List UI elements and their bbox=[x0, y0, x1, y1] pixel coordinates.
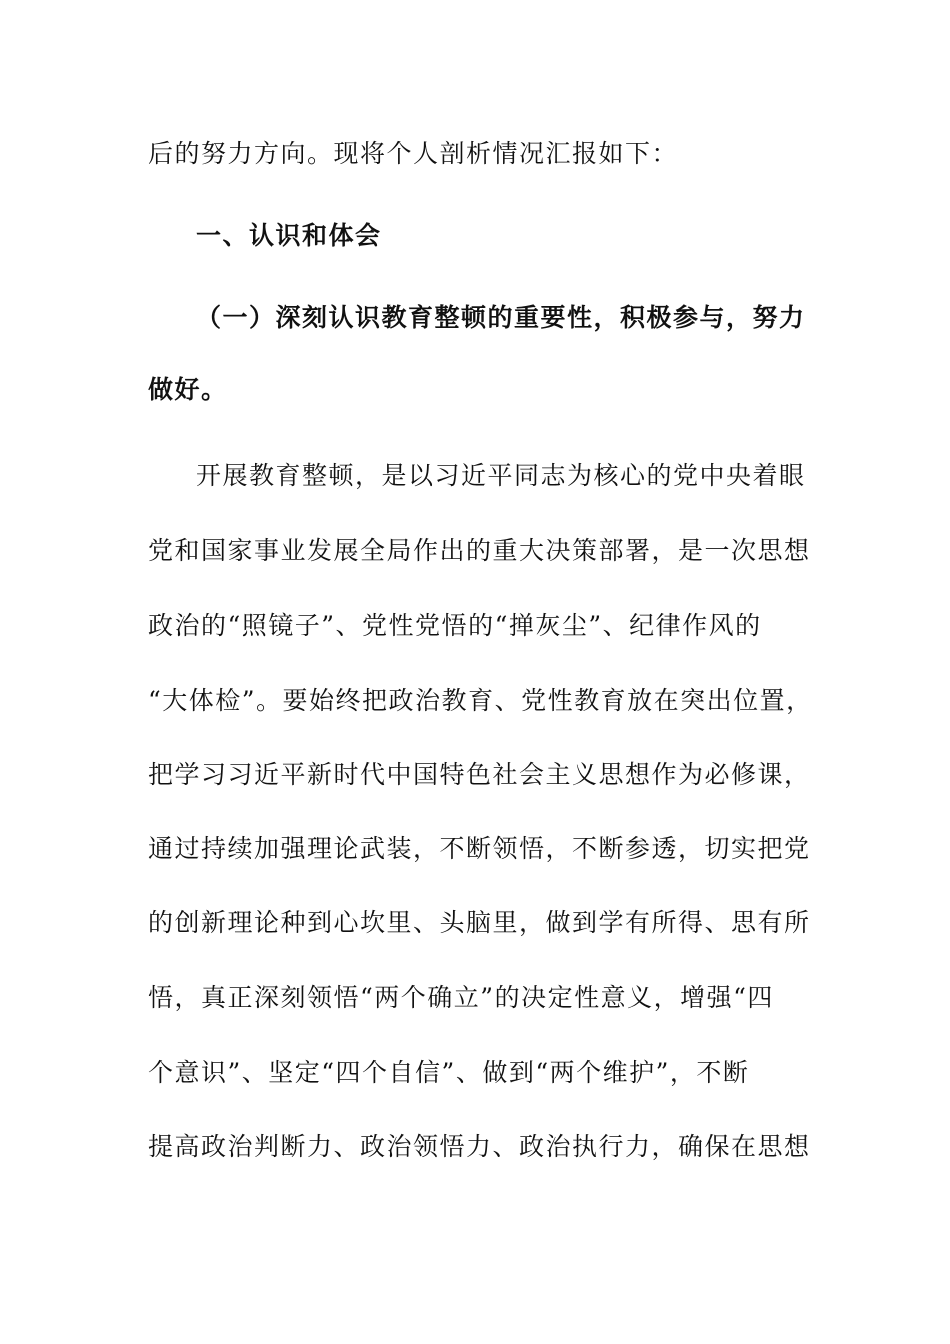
paragraph-line: 的创新理论种到心坎里、头脑里，做到学有所得、思有所 bbox=[148, 908, 811, 937]
paragraph-line: 把学习习近平新时代中国特色社会主义思想作为必修课， bbox=[148, 760, 811, 789]
paragraph-line: 悟，真正深刻领悟“两个确立”的决定性意义，增强“四 bbox=[148, 983, 774, 1012]
paragraph-line: 个意识”、坚定“四个自信”、做到“两个维护”，不断 bbox=[148, 1058, 750, 1087]
paragraph-line: 政治的“照镜子”、党性党悟的“掸灰尘”、纪律作风的 bbox=[148, 611, 762, 640]
intro-tail-line: 后的努力方向。现将个人剖析情况汇报如下： bbox=[148, 139, 679, 168]
section-heading: 一、认识和体会 bbox=[196, 221, 382, 250]
paragraph-line: 开展教育整顿，是以习近平同志为核心的党中央着眼 bbox=[196, 461, 806, 490]
paragraph-line: 提高政治判断力、政治领悟力、政治执行力，确保在思想 bbox=[148, 1132, 811, 1161]
paragraph-line: 党和国家事业发展全局作出的重大决策部署，是一次思想 bbox=[148, 536, 811, 565]
subheading-line-1: （一）深刻认识教育整顿的重要性，积极参与，努力 bbox=[196, 303, 806, 332]
paragraph-line: 通过持续加强理论武装，不断领悟，不断参透，切实把党 bbox=[148, 834, 811, 863]
paragraph-line: “大体检”。要始终把政治教育、党性教育放在突出位置， bbox=[148, 686, 813, 715]
subheading-line-2: 做好。 bbox=[148, 375, 228, 404]
